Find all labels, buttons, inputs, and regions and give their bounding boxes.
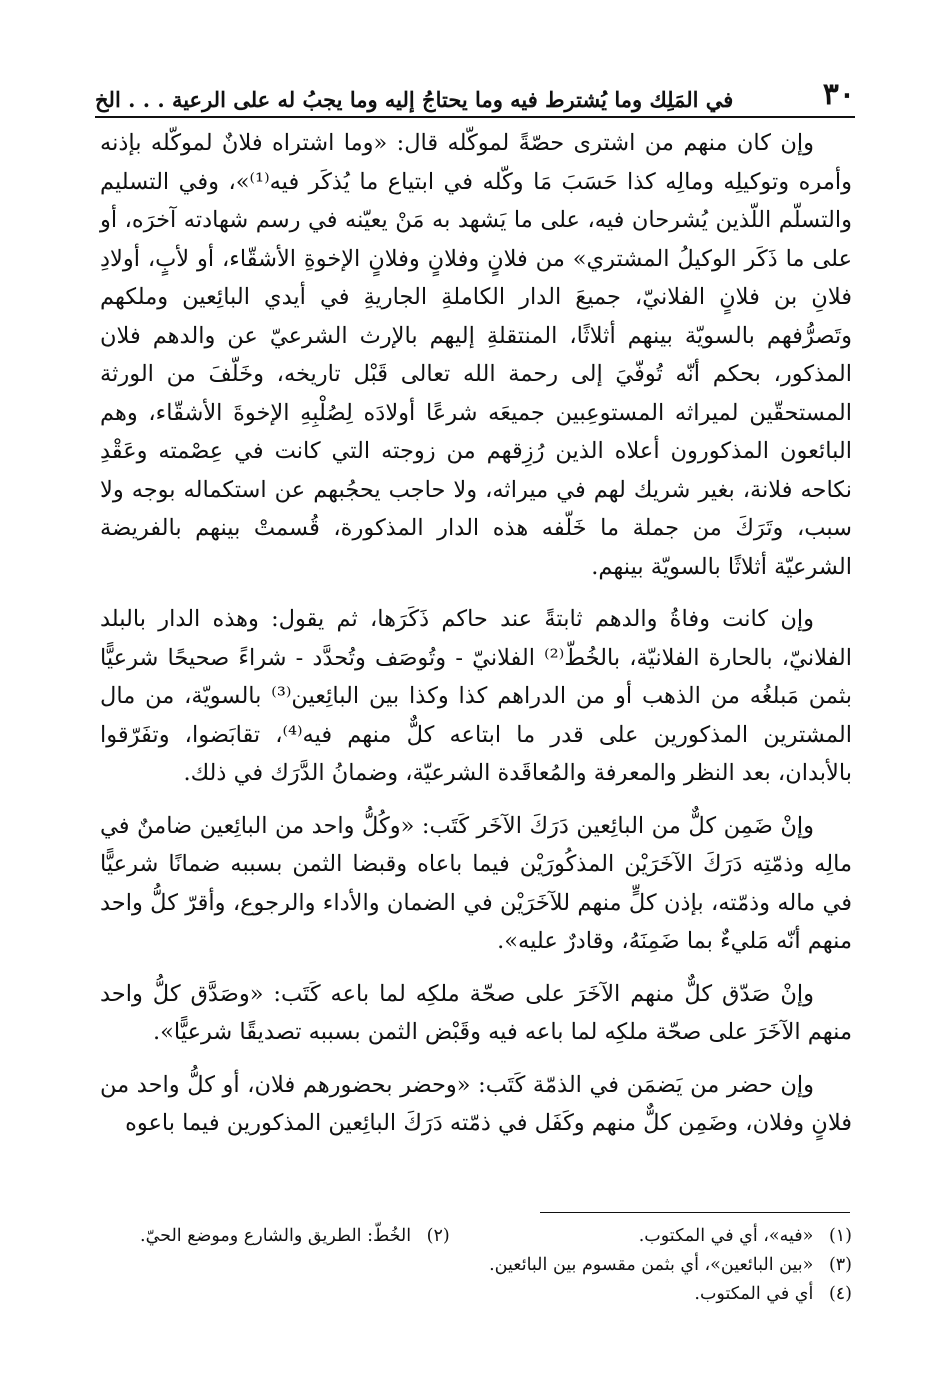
page-number: ٣٠ xyxy=(822,77,855,112)
paragraph: وإنْ صَدّق كلٌّ منهم الآخَرَ على صحّة ملكِه لما باعه كَتَب: «وصَدَّق كلُّ واحد منهم الآخَرَ على صحّة ملكِه لما باعه فيه وقَبْض الثمن بسببه تصديقًا شرعيًّا». xyxy=(100,980,852,1045)
footnote-2 xyxy=(140,1222,450,1251)
footnote-text: أي في المكتوب. xyxy=(694,1284,814,1304)
footnotes xyxy=(100,1222,852,1309)
footnote-text: «بين البائعين»، أي بثمن مقسوم بين البائعين. xyxy=(489,1255,814,1275)
footnote-number: (٤) xyxy=(828,1284,852,1304)
footnote-number: (٢) xyxy=(426,1226,450,1246)
footnote-text: «فيه»، أي في المكتوب. xyxy=(638,1226,814,1246)
footnote-4 xyxy=(694,1280,852,1309)
page-header xyxy=(95,68,855,118)
footnote-3 xyxy=(489,1251,852,1280)
footnote-text: الخُطّ: الطريق والشارع وموضع الحيّ. xyxy=(140,1226,412,1246)
paragraph: وإن حضر من يَضمَن في الذمّة كَتَب: «وحضر بحضورهم فلان، أو كلُّ واحد من فلانٍ وفلان، وضَمِن كلٌّ منهم وكَفَل في ذمّته دَرَكَ البائِعين المذكورين فيما باعوه xyxy=(100,1071,852,1136)
main-text xyxy=(100,124,852,1157)
footnote-row xyxy=(100,1280,852,1309)
paragraph: وإن كانت وفاةُ والدهم ثابتةً عند حاكم ذَكَرَها، ثم يقول: وهذه الدار بالبلد الفلانيّ، بالحارة الفلانيّة، بالخُطّ⁽²⁾ الفلانيّ - وتُوصَف وتُحدَّد - شراءً صحيحًا شرعيًّا بثمن مَبلغُه من الذهب أو من الدراهم كذا وكذا بين البائِعين⁽³⁾ بالسويّة، من مال المشترين المذكورين على قدر ما ابتاعه كلٌّ منهم فيه⁽⁴⁾، تقابَضوا، وتفَرّقوا بالأبدان، بعد النظر والمعرفة والمُعاقَدة الشرعيّة، وضمانُ الدَّرَك في ذلك. xyxy=(100,606,852,786)
footnote-1 xyxy=(639,1222,852,1251)
footnote-row xyxy=(100,1222,852,1251)
paragraph: وإن كان منهم من اشترى حصّةً لموكّله قال: «وما اشتراه فلانٌ لموكّله بإذنه وأمره وتوكيلِه ومالِه كذا حَسَبَ مَا وكّله في ابتياع ما يُذكَر فيه⁽¹⁾»، وفي التسليم والتسلّم اللّذين يُشرحان فيه، على ما يَشهد به مَنْ يعيّنه في رسم شهادته آخرَه، أو على ما ذَكَر الوكيلُ المشتري» من فلانٍ وفلانٍ وفلانٍ الإخوةِ الأشقّاء، أو لأبٍ، أولادِ فلانِ بن فلانٍ الفلانيّ، جميعَ الدار الكاملةِ الجاريةِ في أيدي البائِعين وملكهم وتَصرُّفهم بالسويّة بينهم أثلاثًا، المنتقلةِ إليهم بالإرث الشرعيّ عن والدهم فلان المذكور، بحكم أنّه تُوفّيَ إلى رحمة الله تعالى قَبْل تاريخه، وخَلّفَ من الورثة المستحقّين لميراثه المستوعِبين جميعَه شرعًا أولادَه لِصُلْبِهِ الإخوةَ الأشقّاء، وهم البائعون المذكورون أعلاه الذين رُزِقهم من زوجته التي كانت في عِصْمته وعَقْدِ نكاحه فلانة، بغير شريك لهم في ميراثه، ولا حاجب يحجُبهم عن استكماله بوجه ولا سبب، وتَرَكَ من جملة ما خَلّفه هذه الدار المذكورة، قُسمتْ بينهم بالفريضة الشرعيّة أثلاثًا بالسويّة بينهم. xyxy=(100,130,853,580)
footnote-number: (١) xyxy=(828,1226,852,1246)
paragraph: وإنْ ضَمِن كلٌّ من البائِعين دَرَكَ الآخَر كَتَب: «وكُلُّ واحد من البائِعين ضامنٌ في مالِه وذمّتِه دَرَكَ الآخَرَيْن المذكُورَيْن فيما باعاه وقبضا الثمن بسببه ضمانًا شرعيًّا في ماله وذمّته، بإذن كلٍّ منهم للآخَرَيْن في الضمان والأداء والرجوع، وأقرّ كلُّ واحد منهم أنّه مَليءٌ بما ضَمِنَهُ، وقادرٌ عليه». xyxy=(100,812,852,954)
footnote-row xyxy=(100,1251,852,1280)
footnote-divider xyxy=(540,1212,850,1213)
running-title: في المَلِك وما يُشترط فيه وما يحتاجُ إليه وما يجبُ له على الرعية . . . الخ xyxy=(95,87,734,112)
footnote-number: (٣) xyxy=(828,1255,852,1275)
